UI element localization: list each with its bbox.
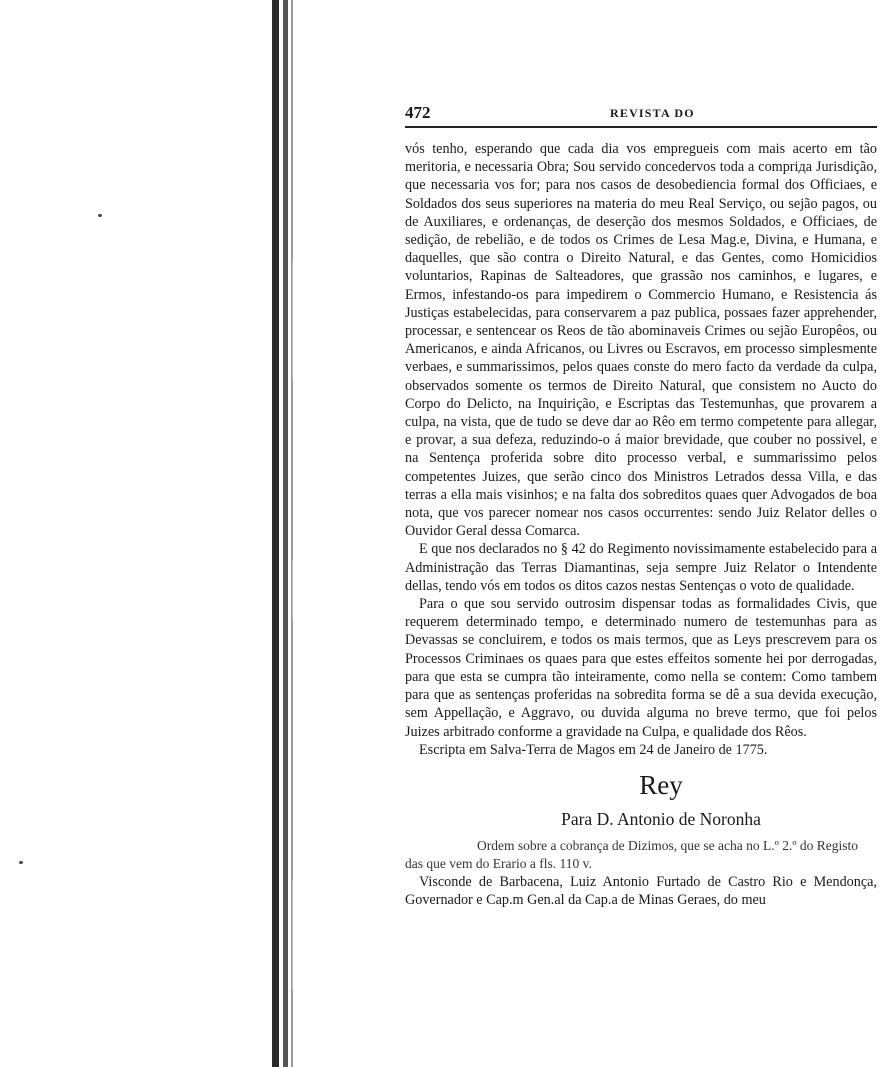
scan-artifact-line	[292, 560, 293, 620]
paragraph: Para o que sou servido outrosim dispensar todas as formalidades Civis, que requerem determinado tempo, e determinado numero de testemunhas para as Devassas se concluirem, e todos os mais termos, que as Leys prescrevem para os Processos Criminaes os quaes para que estes effeitos somente hei por derrogadas, para que esta se cumpra tão inteiramente, como nella se contem: Como tambem para que as sentenças proferidas na sobredita forma se dê a sua devida execução, sem Appellação, e Aggravo, ou duvida alguma no breve termo, que foi pelos Juizes arbitrado conforme a gravidade na Culpa, e qualidade dos Rêos.	[405, 596, 877, 740]
book-spine-shadow	[272, 0, 279, 1067]
paragraph: Visconde de Barbacena, Luiz Antonio Furtado de Castro Rio e Mendonça, Governador e Cap.m Gen.al da Cap.a de Minas Geraes, do meu	[405, 873, 877, 909]
paragraph: E que nos declarados no § 42 do Regimento novissimamente estabelecido para a Administração das Terras Diamantinas, seja sempre Juiz Relator o Intendente dellas, tendo vós em todos os ditos cazos nestas Sentenças o voto de qualidade.	[405, 541, 877, 594]
signature: Rey	[639, 769, 683, 800]
book-spine-edge	[283, 0, 288, 1067]
order-note: Ordem sobre a cobrança de Dizimos, que se acha no L.º 2.º do Registo das que vem do Erario a fls. 110 v.	[405, 837, 859, 871]
scan-left-margin	[0, 0, 290, 1067]
page-body	[405, 140, 877, 909]
running-head: REVISTA DO	[610, 106, 695, 120]
header-rule	[405, 126, 877, 128]
paragraph: vós tenho, esperando que cada dia vos empregueis com mais acerto em tão meritoria, e necessaria Obra; Sou servido concedervos toda a compriда Jurisdição, que necessaria vos for; para nos casos de desobediencia formal dos Officiaes, e Soldados dos seus superiores na materia do meu Real Serviço, ou sejão pagos, ou de Auxiliares, e ordenanças, de deserção dos mesmos Soldados, e Officiaes, de sedição, de rebelião, e de todos os Crimes de Lesa Mag.e, Divina, e Humana, e daquelles, que são contra o Direito Natural, e das Gentes, como Homicidios voluntarios, Rapinas de Salteadores, que grassão nos caminhos, e lugares, e Ermos, infestando-os para impedirem o Commercio Humano, e Resistencia ás Justiças estabelecidas, para conservarem a paz publica, possaes fazer apprehender, processar, e sentencear os Reos de tão abominaveis Crimes ou sejão Europêos, ou Americanos, e ainda Africanos, ou Livres ou Escravos, em processo simplesmente verbaes, e summarissimos, pelos quaes conste do mero facto da verdade da culpa, observados somente os termos de Direito Natural, que consistem no Aucto do Corpo do Delicto, na Inquirição, e Escriptas das Testemunhas, que provarem a culpa, na vista, que de tudo se deve dar ao Rêo em termo competente para allegar, e provar, a sua defeza, reduzindo-o á maior brevidade, que couber no possivel, e na Sentença proferida sobre dito processo verbal, e summarissimo pelos competentes Juizes, que serão cinco dos Ministros Letrados dessa Villa, e das terras a ella mais visinhos; e na falta dos sobreditos quaes quer Advogados de boa nota, que vos parecer nomear nos casos occurrentes: sendo Juiz Relator delles o Ouvidor Geral dessa Comarca.	[405, 141, 877, 540]
scan-speck	[98, 214, 102, 217]
scan-artifact-line	[292, 880, 293, 990]
addressee-heading: Para D. Antonio de Noronha	[561, 808, 761, 829]
page-number: 472	[405, 103, 431, 122]
book-page	[405, 0, 883, 1067]
scan-speck	[19, 861, 23, 864]
page-header	[405, 103, 883, 123]
scan-artifact-line	[292, 260, 293, 380]
dateline: Escripta em Salva-Terra de Magos em 24 de Janeiro de 1775.	[419, 741, 768, 758]
